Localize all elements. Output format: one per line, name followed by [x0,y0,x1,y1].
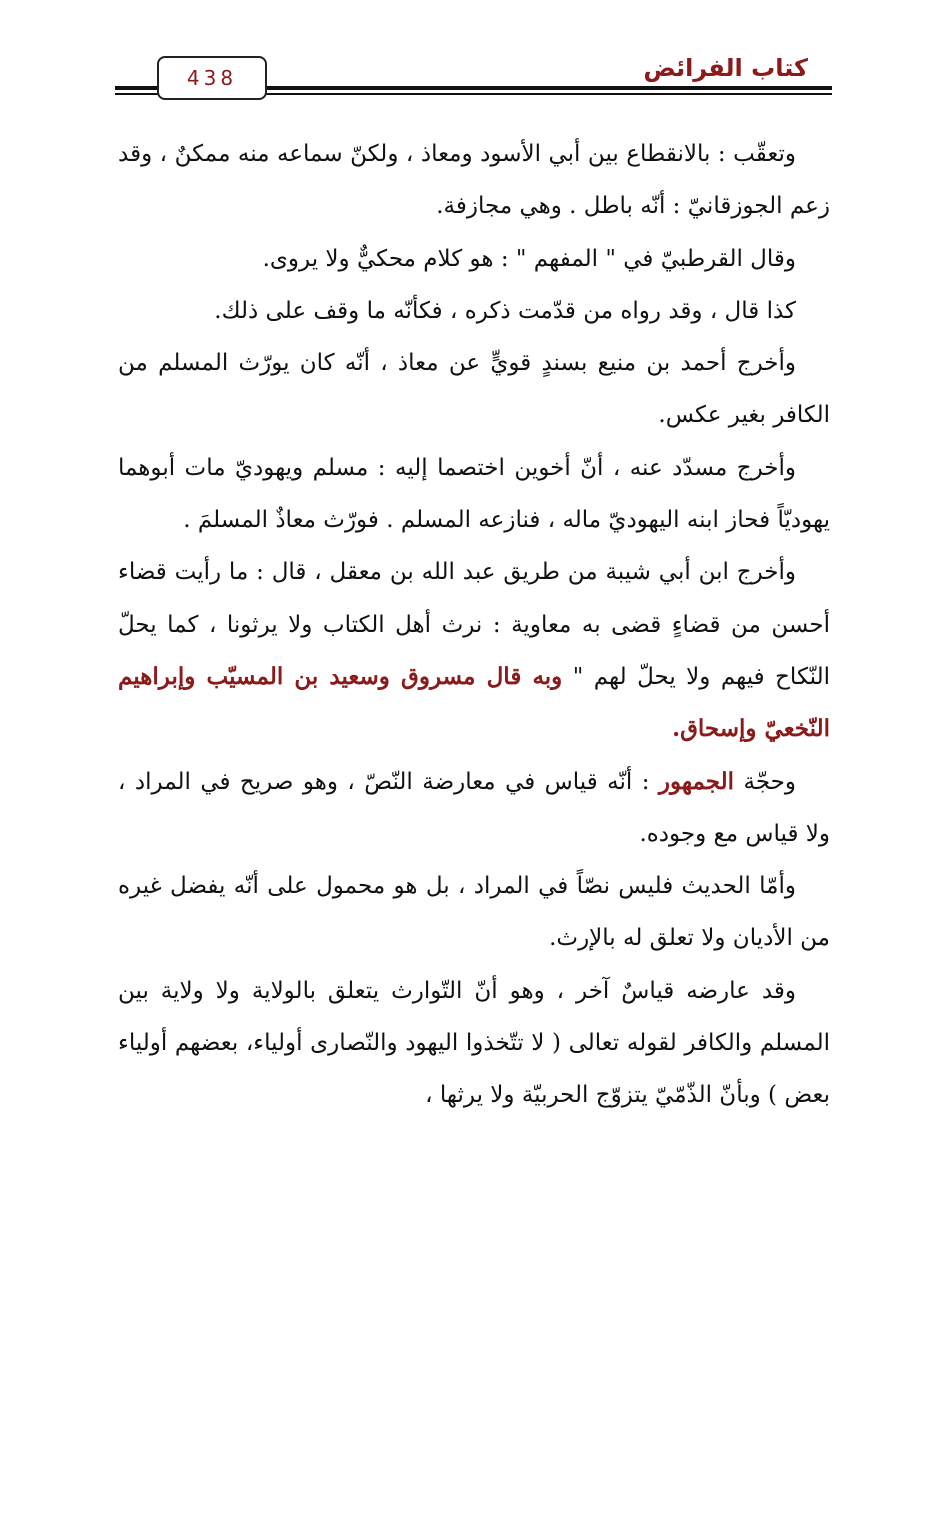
paragraph: وأخرج أحمد بن منيع بسندٍ قويٍّ عن معاذ ، أنّه كان يورّث المسلم من الكافر بغير عكس. [118,350,830,429]
paragraph [118,756,830,861]
paragraph: كذا قال ، وقد رواه من قدّمت ذكره ، فكأنّه ما وقف على ذلك. [214,297,796,324]
highlighted-text: وبه قال مسروق وسعيد بن المسيّب وإبراهيم النّخعيّ وإسحاق. [118,662,830,743]
paragraph: وقال القرطبيّ في " المفهم " : هو كلام محكيٌّ ولا يروى. [262,245,796,272]
page-body [118,128,830,1122]
paragraph: وتعقّب : بالانقطاع بين أبي الأسود ومعاذ ، ولكنّ سماعه منه ممكنٌ ، وقد زعم الجوزقانيّ : أنّه باطل . وهي مجازفة. [118,141,830,220]
book-title: كتاب الفرائض [637,50,814,86]
paragraph [118,546,830,755]
page-header [115,50,832,106]
paragraph-text: : أنّه قياس في معارضة النّصّ ، وهو صريح في المراد ، ولا قياس مع وجوده. [118,768,830,847]
highlighted-term: الجمهور [658,767,735,795]
paragraph: وأمّا الحديث فليس نصّاً في المراد ، بل هو محمول على أنّه يفضل غيره من الأديان ولا تعلق له بالإرث. [118,873,830,952]
page-number-box [157,56,267,100]
paragraph: وأخرج مسدّد عنه ، أنّ أخوين اختصما إليه : مسلم ويهوديّ مات أبوهما يهوديّاً فحاز ابنه اليهوديّ ماله ، فنازعه المسلم . فورّث معاذٌ المسلمَ . [118,454,830,534]
page-number: 438 [186,66,238,90]
paragraph-text: وحجّة [734,768,796,795]
paragraph: وقد عارضه قياسٌ آخر ، وهو أنّ التّوارث يتعلق بالولاية ولا ولاية بين المسلم والكافر لقوله تعالى ( لا تتّخذوا اليهود والنّصارى أولياء، بعضهم أولياء بعض ) وبأنّ الذّمّيّ يتزوّج الحربيّة ولا يرثها ، [118,977,830,1109]
paragraph-text: وأخرج ابن أبي شيبة من طريق عبد الله بن معقل ، قال : ما رأيت قضاء أحسن من قضاءٍ قضى به معاوية : نرث أهل الكتاب ولا يرثونا ، كما يحلّ النّكاح فيهم ولا يحلّ لهم " [118,559,830,690]
